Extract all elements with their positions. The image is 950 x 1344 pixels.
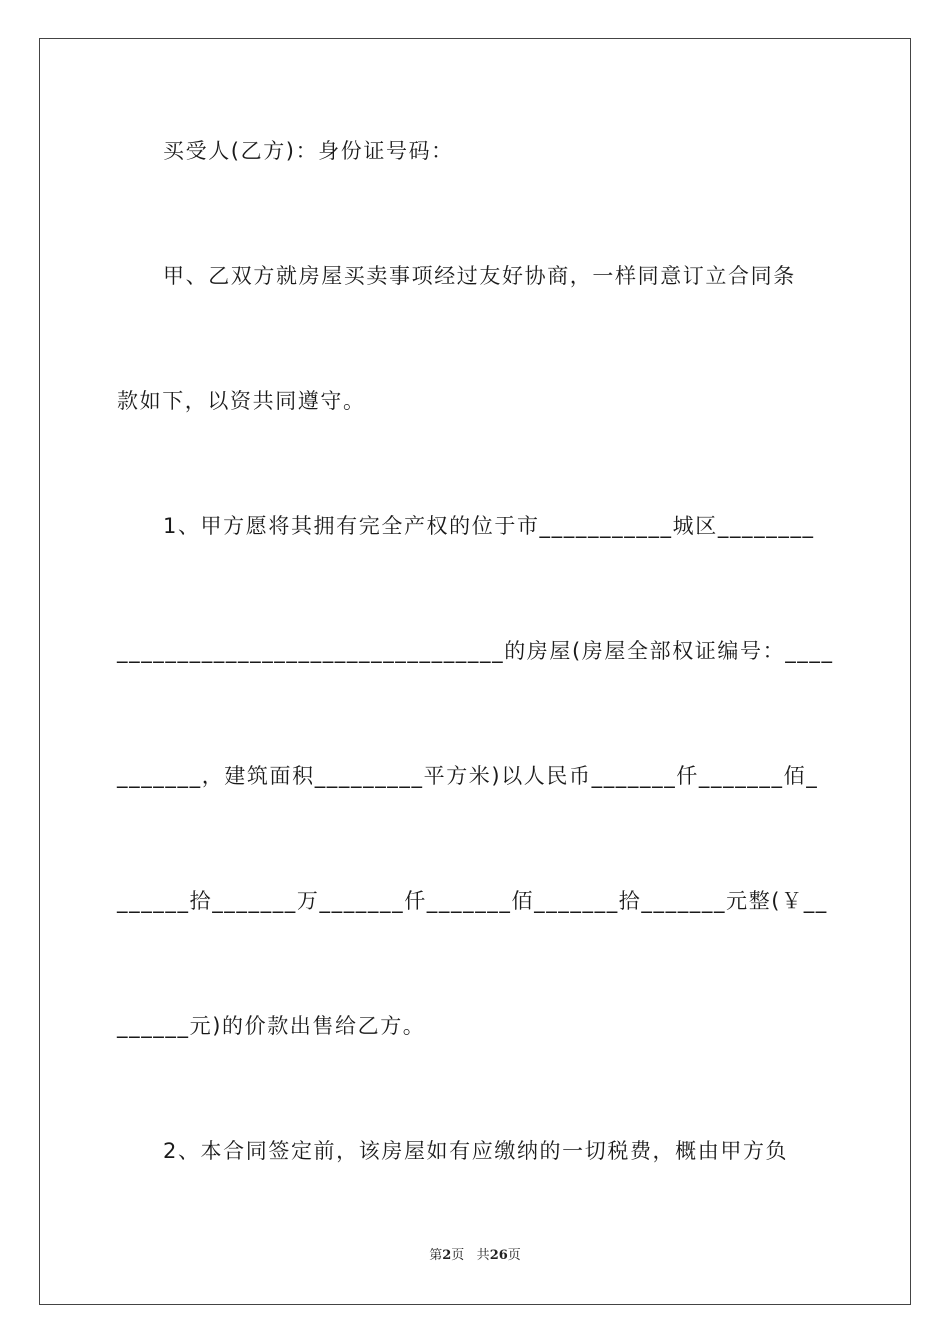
clause-1-line-4: ______拾_______万_______仟_______佰_______拾_______元整(￥__ xyxy=(117,889,828,913)
footer-total-prefix: 共 xyxy=(476,1248,490,1263)
intro-paragraph-line-1: 甲、乙双方就房屋买卖事项经过友好协商，一样同意订立合同条 xyxy=(163,264,796,288)
clause-1-line-3: _______，建筑面积_________平方米)以人民币_______仟_______佰_ xyxy=(117,764,819,788)
clause-1-line-5: ______元)的价款出售给乙方。 xyxy=(117,1014,426,1038)
footer-page-prefix: 第 xyxy=(429,1248,443,1263)
clause-1-line-2: ________________________________的房屋(房屋全部权证编号：____ xyxy=(117,639,834,663)
clause-2-line-1: 2、本合同签定前，该房屋如有应缴纳的一切税费，概由甲方负 xyxy=(163,1139,789,1163)
footer-total-pages: 26 xyxy=(489,1248,508,1263)
page-border xyxy=(39,38,911,1305)
footer-page-suffix: 页 xyxy=(451,1248,465,1263)
clause-1-line-1: 1、甲方愿将其拥有完全产权的位于市___________城区________ xyxy=(163,514,815,538)
intro-paragraph-line-2: 款如下，以资共同遵守。 xyxy=(117,389,366,413)
page-footer xyxy=(0,1247,950,1265)
footer-page-number: 2 xyxy=(442,1248,452,1263)
footer-total-suffix: 页 xyxy=(507,1248,521,1263)
buyer-line: 买受人(乙方)：身份证号码： xyxy=(163,139,454,163)
